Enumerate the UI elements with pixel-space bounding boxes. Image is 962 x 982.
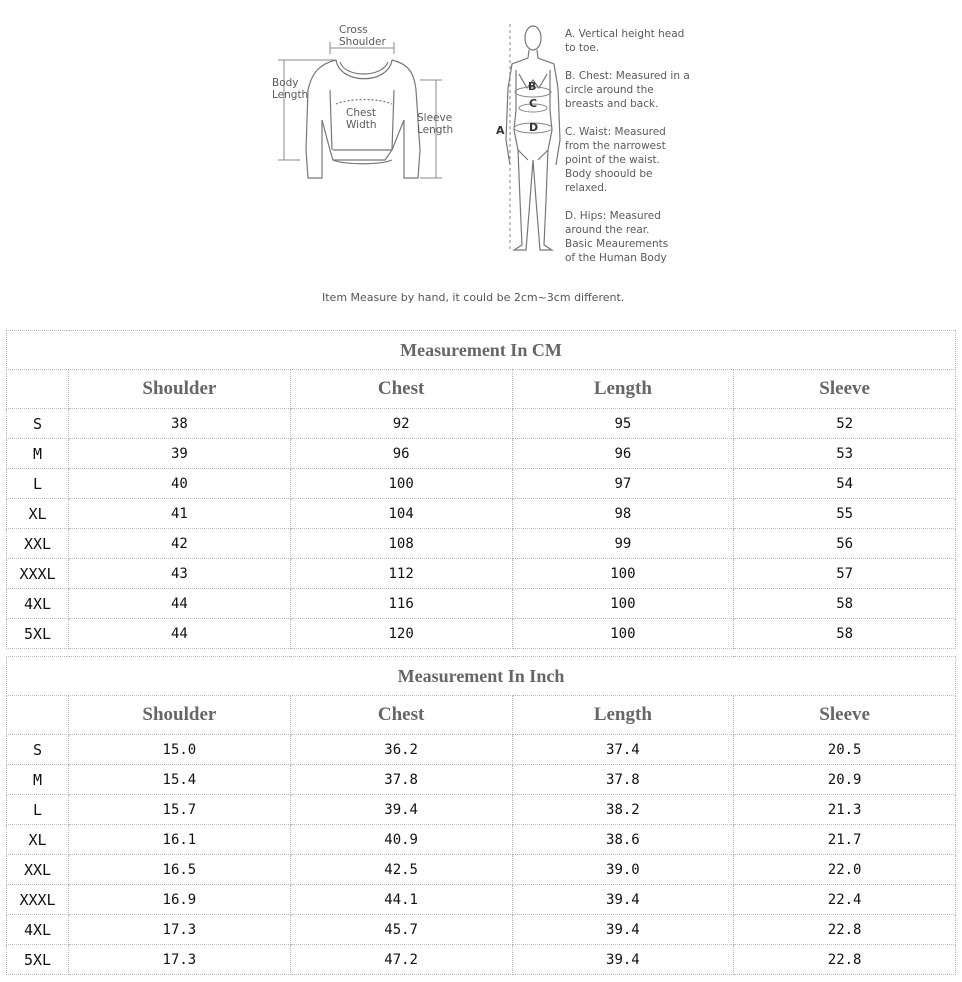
size-label: XXXL — [7, 885, 69, 915]
table-header-row — [7, 370, 956, 409]
table-body — [7, 735, 956, 975]
measurement-diagram — [0, 0, 962, 320]
measurement-cell: 38 — [69, 409, 291, 439]
size-label: 5XL — [7, 945, 69, 975]
size-label: XL — [7, 825, 69, 855]
letter-b: B — [528, 80, 537, 93]
measurement-cell: 16.9 — [69, 885, 291, 915]
size-label: L — [7, 469, 69, 499]
size-label: XXXL — [7, 559, 69, 589]
measurement-cell: 45.7 — [290, 915, 512, 945]
measurement-cell: 16.1 — [69, 825, 291, 855]
header-chest: Chest — [290, 370, 512, 409]
size-label: M — [7, 439, 69, 469]
measurement-cell: 16.5 — [69, 855, 291, 885]
measurement-cell: 39.4 — [512, 885, 734, 915]
measurement-cell: 108 — [290, 529, 512, 559]
measurement-cell: 58 — [734, 589, 956, 619]
measurement-cell: 92 — [290, 409, 512, 439]
header-sleeve: Sleeve — [734, 370, 956, 409]
measurement-cell: 98 — [512, 499, 734, 529]
measurement-cell: 39.0 — [512, 855, 734, 885]
measurement-cell: 22.0 — [734, 855, 956, 885]
table-row — [7, 529, 956, 559]
measurement-cell: 15.4 — [69, 765, 291, 795]
measurement-cell: 42 — [69, 529, 291, 559]
label-cross-shoulder: Cross Shoulder — [339, 24, 386, 48]
table-row — [7, 795, 956, 825]
measurement-cell: 39.4 — [290, 795, 512, 825]
measurement-cell: 120 — [290, 619, 512, 649]
table-inch — [6, 656, 956, 975]
size-label: S — [7, 735, 69, 765]
measurement-cell: 104 — [290, 499, 512, 529]
table-row — [7, 439, 956, 469]
table-row — [7, 619, 956, 649]
body-illustration — [506, 26, 560, 250]
measurement-cell: 21.3 — [734, 795, 956, 825]
measurement-cell: 39 — [69, 439, 291, 469]
table-row — [7, 499, 956, 529]
label-sleeve-length: Sleeve Length — [417, 112, 454, 136]
measurement-cell: 37.8 — [290, 765, 512, 795]
measure-caption: Item Measure by hand, it could be 2cm~3cm different. — [322, 291, 625, 304]
header-cell — [7, 696, 69, 735]
measurement-cell: 15.7 — [69, 795, 291, 825]
note-a: A. Vertical height head to toe. — [565, 28, 685, 54]
measurement-cell: 36.2 — [290, 735, 512, 765]
measurement-cell: 20.5 — [734, 735, 956, 765]
measurement-cell: 21.7 — [734, 825, 956, 855]
table-title: Measurement In CM — [7, 331, 956, 370]
table-row — [7, 765, 956, 795]
letter-a: A — [496, 124, 505, 137]
measurement-cell: 15.0 — [69, 735, 291, 765]
table-row — [7, 885, 956, 915]
measurement-cell: 22.8 — [734, 945, 956, 975]
measurement-cell: 38.6 — [512, 825, 734, 855]
measurement-cell: 47.2 — [290, 945, 512, 975]
measurement-cell: 44 — [69, 619, 291, 649]
size-label: S — [7, 409, 69, 439]
measurement-cell: 40 — [69, 469, 291, 499]
measurement-cell: 44.1 — [290, 885, 512, 915]
size-label: 4XL — [7, 589, 69, 619]
measurement-cell: 38.2 — [512, 795, 734, 825]
measurement-cell: 40.9 — [290, 825, 512, 855]
table-row — [7, 915, 956, 945]
table-row — [7, 855, 956, 885]
measurement-cell: 96 — [512, 439, 734, 469]
measurement-cell: 100 — [512, 619, 734, 649]
measurement-cell: 22.8 — [734, 915, 956, 945]
size-label: 4XL — [7, 915, 69, 945]
table-title: Measurement In Inch — [7, 657, 956, 696]
measurement-cell: 39.4 — [512, 915, 734, 945]
table-row — [7, 589, 956, 619]
measurement-cell: 112 — [290, 559, 512, 589]
size-label: XL — [7, 499, 69, 529]
header-shoulder: Shoulder — [69, 696, 291, 735]
table-body — [7, 409, 956, 649]
table-row — [7, 409, 956, 439]
table-row — [7, 825, 956, 855]
measurement-cell: 58 — [734, 619, 956, 649]
diagram-drawings — [0, 0, 962, 320]
header-length: Length — [512, 370, 734, 409]
table-row — [7, 735, 956, 765]
measurement-cell: 97 — [512, 469, 734, 499]
size-label: XXL — [7, 529, 69, 559]
measurement-cell: 37.8 — [512, 765, 734, 795]
note-d: D. Hips: Measured around the rear. Basic Meaurements of the Human Body — [565, 210, 669, 264]
letter-c: C — [529, 97, 538, 110]
size-label: M — [7, 765, 69, 795]
table-row — [7, 559, 956, 589]
header-length: Length — [512, 696, 734, 735]
table-row — [7, 469, 956, 499]
table-cm — [6, 330, 956, 649]
measurement-cell: 116 — [290, 589, 512, 619]
measurement-cell: 41 — [69, 499, 291, 529]
header-shoulder: Shoulder — [69, 370, 291, 409]
header-sleeve: Sleeve — [734, 696, 956, 735]
measurement-cell: 96 — [290, 439, 512, 469]
measurement-cell: 100 — [512, 559, 734, 589]
measurement-cell: 54 — [734, 469, 956, 499]
measurement-cell: 53 — [734, 439, 956, 469]
measurement-cell: 17.3 — [69, 915, 291, 945]
measurement-cell: 99 — [512, 529, 734, 559]
table-header-row — [7, 696, 956, 735]
table-row — [7, 945, 956, 975]
measurement-cell: 100 — [512, 589, 734, 619]
note-c: C. Waist: Measured from the narrowest point of the waist. Body shoould be relaxed. — [565, 126, 666, 194]
measurement-cell: 52 — [734, 409, 956, 439]
size-label: L — [7, 795, 69, 825]
note-b: B. Chest: Measured in a circle around the breasts and back. — [565, 70, 690, 110]
letter-d: D — [529, 121, 539, 134]
measurement-cell: 57 — [734, 559, 956, 589]
measurement-cell: 42.5 — [290, 855, 512, 885]
measurement-cell: 56 — [734, 529, 956, 559]
measurement-cell: 43 — [69, 559, 291, 589]
header-cell — [7, 370, 69, 409]
measurement-cell: 55 — [734, 499, 956, 529]
size-label: 5XL — [7, 619, 69, 649]
measurement-cell: 95 — [512, 409, 734, 439]
measurement-cell: 37.4 — [512, 735, 734, 765]
header-chest: Chest — [290, 696, 512, 735]
measurement-cell: 100 — [290, 469, 512, 499]
measurement-cell: 39.4 — [512, 945, 734, 975]
measurement-cell: 44 — [69, 589, 291, 619]
size-label: XXL — [7, 855, 69, 885]
label-body-length: Body Length — [272, 77, 309, 101]
measurement-cell: 20.9 — [734, 765, 956, 795]
measurement-cell: 17.3 — [69, 945, 291, 975]
measurement-cell: 22.4 — [734, 885, 956, 915]
label-chest-width: Chest Width — [346, 107, 377, 131]
